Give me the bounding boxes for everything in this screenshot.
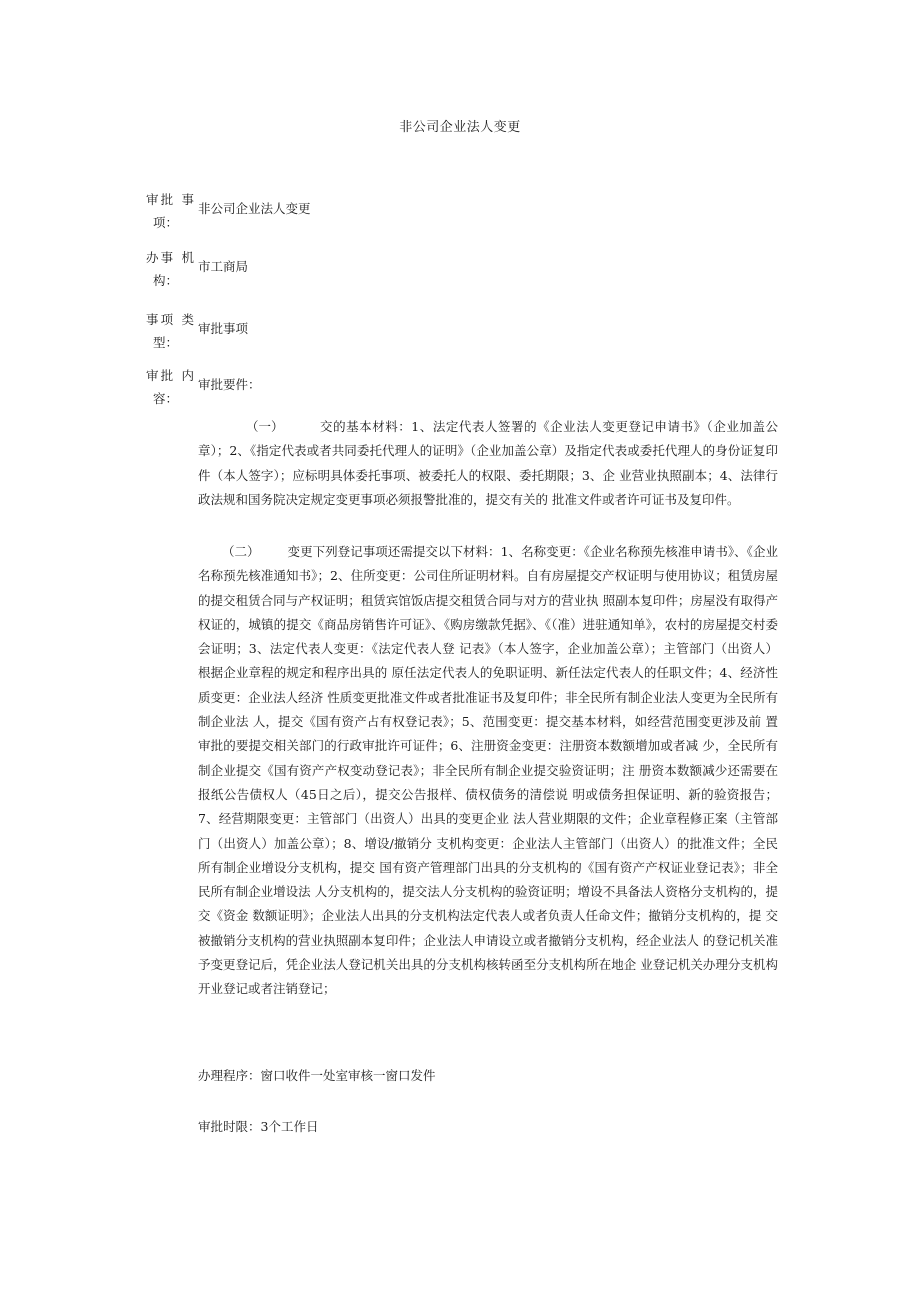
field-label-line1: 审批 内 (146, 368, 194, 383)
field-label (146, 308, 196, 354)
field-label-line1: 审批 事 (146, 192, 194, 207)
requirement-paragraph-1 (198, 415, 778, 512)
paragraph-number: （二） (222, 544, 260, 559)
field-value: 审批要件： (198, 377, 261, 392)
paragraph-text: 交的基本材料：1、法定代表人签署的《企业法人变更登记申请书》（企业加盖公 章）；2、《指定代表或者共同委托代理人的证明》（企业加盖公章）及指定代表或委托代理人的身份证复印件（本人签字）；应标明具体委托事项、被委托人的权限、委托期限；3、企 业营业执照副本；4、法律行政法规和国务院决定规定变更事项必须报警批准的，提交有关的 批准文件或者许可证书及复印件。 (198, 419, 778, 507)
document-title: 非公司企业法人变更 (399, 120, 521, 135)
field-label-line2: 项： (152, 215, 178, 230)
field-label-line1: 办事 机 (146, 250, 194, 265)
field-value: 审批事项 (198, 321, 249, 336)
field-label-line1: 事项 类 (146, 312, 194, 327)
field-label (146, 364, 196, 410)
time-limit-line: 审批时限：3个工作日 (198, 1119, 319, 1134)
procedure-line: 办理程序：窗口收件一处室审核一窗口发件 (198, 1068, 436, 1083)
field-label (146, 246, 196, 292)
field-label-line2: 型： (152, 335, 178, 350)
field-label-line2: 构： (152, 273, 178, 288)
field-value: 市工商局 (198, 259, 249, 274)
paragraph-text: 变更下列登记事项还需提交以下材料：1、名称变更：《企业名称预先核准申请书》、《企业名称预先核准通知书》；2、住所变更：公司住所证明材料。自有房屋提交产权证明与使用协议；租赁房屋的提交租赁合同与产权证明；租赁宾馆饭店提交租赁合同与对方的营业执 照副本复印件；房屋没有取得产权证的，城镇的提交《商品房销售许可证》、《购房缴款凭据》、《（准）进驻通知单》，农村的房屋提交村委会证明；3、法定代表人变更：《法定代表人登 记表》（本人签字，企业加盖公章）；主管部门（出资人）根据企业章程的规定和程序出具的 原任法定代表人的免职证明、新任法定代表人的任职文件；4、经济性质变更：企业法人经济 性质变更批准文件或者批准证书及复印件；非全民所有制企业法人变更为全民所有制企业法 人，提交《国有资产占有权登记表》；5、范围变更：提交基本材料，如经营范围变更涉及前 置审批的要提交相关部门的行政审批许可证件；6、注册资金变更：注册资本数额增加或者减 少，全民所有制企业提交《国有资产产权变动登记表》；非全民所有制企业提交验资证明；注 册资本数额减少还需要在报纸公告债权人（45日之后），提交公告报样、债权债务的清偿说 明或债务担保证明、新的验资报告；7、经营期限变更：主管部门（出资人）出具的变更企业 法人营业期限的文件；企业章程修正案（主管部门（出资人）加盖公章）；8、增设/撤销分 支机构变更：企业法人主管部门（出资人）的批准文件；全民所有制企业增设分支机构，提交 国有资产管理部门出具的分支机构的《国有资产产权证业登记表》；非全民所有制企业增设法 人分支机构的，提交法人分支机构的验资证明；增设不具备法人资格分支机构的，提交《资金 数额证明》；企业法人出具的分支机构法定代表人或者负责人任命文件；撤销分支机构的，提 交被撤销分支机构的营业执照副本复印件；企业法人申请设立或者撤销分支机构，经企业法人 的登记机关准予变更登记后，凭企业法人登记机关出具的分支机构核转函至分支机构所在地企 业登记机关办理分支机构开业登记或者注销登记； (198, 544, 778, 997)
field-label (146, 188, 196, 234)
requirement-paragraph-2 (198, 540, 778, 1002)
paragraph-number: （一） (246, 419, 284, 434)
field-value: 非公司企业法人变更 (198, 201, 311, 216)
field-label-line2: 容： (152, 391, 178, 406)
